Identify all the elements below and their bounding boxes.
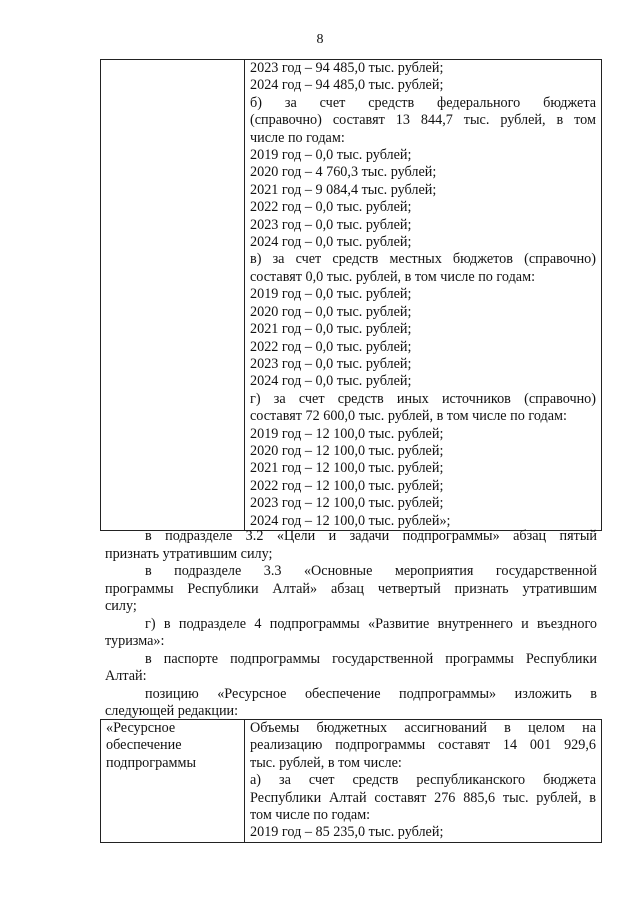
text-line: в подразделе 3.3 «Основные мероприятия государственной bbox=[145, 563, 597, 579]
text-line: силу; bbox=[105, 598, 137, 614]
table2-right-cell bbox=[245, 720, 602, 843]
table2-left-cell bbox=[101, 720, 245, 843]
text-line: числе по годам: bbox=[250, 129, 345, 146]
text-line: в паспорте подпрограммы государственной программы Республики bbox=[145, 650, 597, 667]
text-line: программы Республики Алтай» абзац четвертый признать утратившим bbox=[105, 580, 597, 597]
text-line: туризма»: bbox=[105, 633, 165, 649]
text-line: 2019 год – 0,0 тыс. рублей; bbox=[250, 147, 412, 164]
text-line: 2024 год – 0,0 тыс. рублей; bbox=[250, 373, 412, 390]
text-line: 2019 год – 0,0 тыс. рублей; bbox=[250, 286, 412, 303]
resource-table-new bbox=[100, 719, 602, 843]
text-line: «Ресурсное bbox=[106, 720, 176, 736]
text-line: 2019 год – 85 235,0 тыс. рублей; bbox=[250, 824, 444, 841]
text-line: 2022 год – 0,0 тыс. рублей; bbox=[250, 338, 412, 355]
text-line: 2023 год – 0,0 тыс. рублей; bbox=[250, 216, 412, 233]
text-line: реализацию подпрограммы составят 14 001 929,6 bbox=[250, 737, 596, 754]
text-line: 2021 год – 12 100,0 тыс. рублей; bbox=[250, 460, 444, 477]
text-line: подпрограммы bbox=[106, 754, 196, 771]
text-line: 2021 год – 9 084,4 тыс. рублей; bbox=[250, 181, 437, 198]
text-line: 2022 год – 0,0 тыс. рублей; bbox=[250, 199, 412, 216]
text-line: 2021 год – 0,0 тыс. рублей; bbox=[250, 321, 412, 338]
text-line: том числе по годам: bbox=[250, 807, 371, 824]
text-line: обеспечение bbox=[106, 737, 182, 754]
text-line: 2023 год – 12 100,0 тыс. рублей; bbox=[250, 495, 444, 512]
text-line: Республики Алтай составят 276 885,6 тыс. рублей, в bbox=[250, 789, 596, 806]
text-line: 2020 год – 4 760,3 тыс. рублей; bbox=[250, 164, 437, 181]
text-line: а) за счет средств республиканского бюджета bbox=[250, 772, 596, 789]
text-line: 2023 год – 94 485,0 тыс. рублей; bbox=[250, 60, 444, 76]
text-line: тыс. рублей, в том числе: bbox=[250, 754, 402, 771]
text-line: в подразделе 3.2 «Цели и задачи подпрограммы» абзац пятый bbox=[145, 528, 597, 544]
text-line: 2019 год – 12 100,0 тыс. рублей; bbox=[250, 425, 444, 442]
table1-right-cell bbox=[245, 60, 602, 531]
text-line: следующей редакции: bbox=[105, 703, 239, 719]
body-paragraphs bbox=[105, 528, 597, 721]
text-line: 2024 год – 94 485,0 тыс. рублей; bbox=[250, 77, 444, 94]
text-line: б) за счет средств федерального бюджета bbox=[250, 94, 596, 111]
text-line: 2020 год – 0,0 тыс. рублей; bbox=[250, 303, 412, 320]
text-line: 2020 год – 12 100,0 тыс. рублей; bbox=[250, 442, 444, 459]
text-line: 2024 год – 12 100,0 тыс. рублей»; bbox=[250, 512, 451, 529]
text-line: г) за счет средств иных источников (справочно) bbox=[250, 390, 596, 407]
text-line: Объемы бюджетных ассигнований в целом на bbox=[250, 720, 596, 736]
text-line: г) в подразделе 4 подпрограммы «Развитие внутреннего и въездного bbox=[145, 615, 597, 632]
text-line: позицию «Ресурсное обеспечение подпрограммы» изложить в bbox=[145, 685, 597, 702]
text-line: 2024 год – 0,0 тыс. рублей; bbox=[250, 234, 412, 251]
text-line: составят 72 600,0 тыс. рублей, в том числе по годам: bbox=[250, 408, 567, 425]
text-line: Алтай: bbox=[105, 668, 147, 684]
page-number: 8 bbox=[316, 32, 324, 47]
text-line: 2022 год – 12 100,0 тыс. рублей; bbox=[250, 477, 444, 494]
text-line: 2023 год – 0,0 тыс. рублей; bbox=[250, 355, 412, 372]
text-line: признать утратившим силу; bbox=[105, 545, 273, 562]
text-line: составят 0,0 тыс. рублей, в том числе по годам: bbox=[250, 268, 536, 285]
text-line: в) за счет средств местных бюджетов (справочно) bbox=[250, 251, 596, 268]
resource-table-continued bbox=[100, 59, 602, 531]
text-line: (справочно) составят 13 844,7 тыс. рублей, в том bbox=[250, 112, 596, 129]
table1-left-cell bbox=[101, 60, 245, 531]
